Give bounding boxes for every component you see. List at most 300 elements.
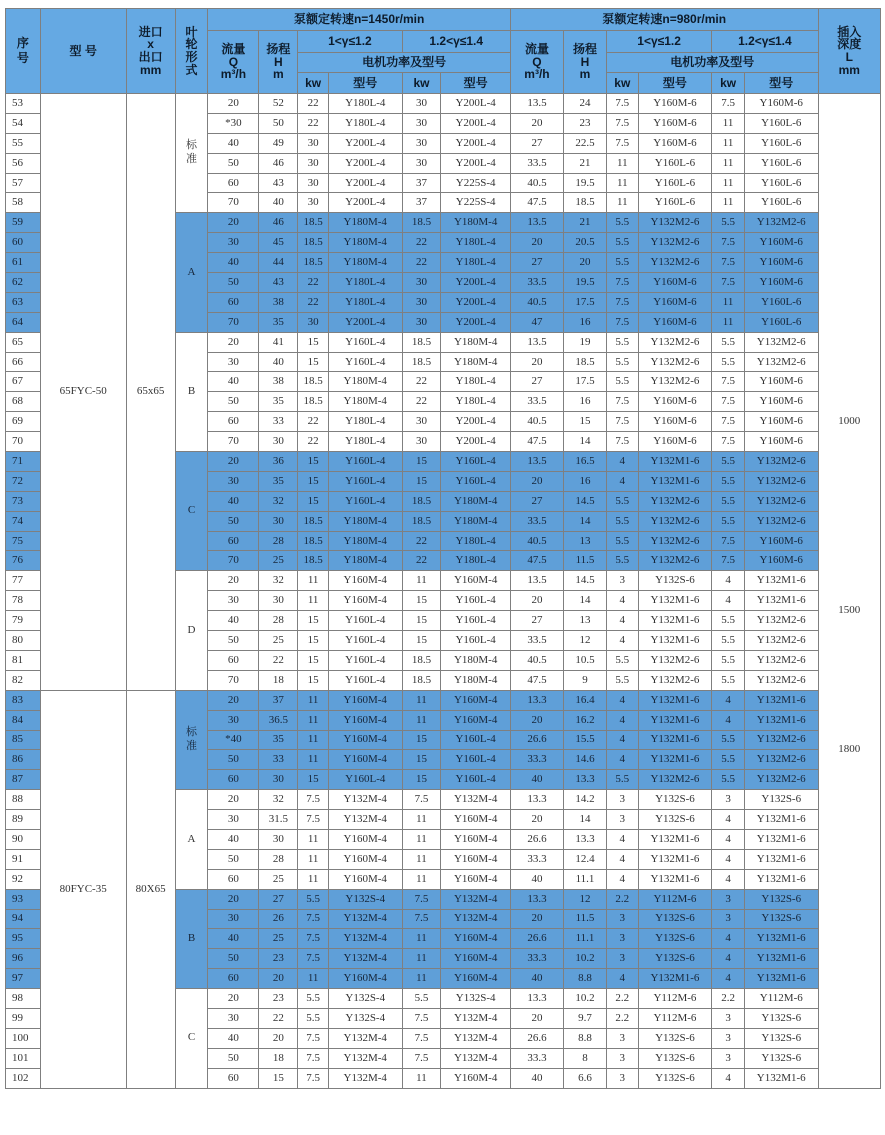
kw-g1-1450-cell: 15 (298, 631, 329, 651)
head-1450-cell: 49 (259, 133, 298, 153)
table-row (6, 94, 881, 114)
flow-980-cell: 13.5 (510, 452, 563, 472)
type-g1-1450-cell: Y160M-4 (328, 969, 402, 989)
type-g2-1450-cell: Y160L-4 (441, 591, 511, 611)
kw-g2-980-cell: 7.5 (712, 372, 745, 392)
kw-g1-1450-cell: 15 (298, 770, 329, 790)
head-1450-cell: 43 (259, 173, 298, 193)
kw-g2-980-cell: 7.5 (712, 94, 745, 114)
kw-g1-1450-cell: 11 (298, 829, 329, 849)
seq-cell: 95 (6, 929, 41, 949)
kw-header: kw (606, 73, 638, 94)
seq-cell: 99 (6, 1008, 41, 1028)
type-g2-980-cell: Y132M2-6 (744, 452, 818, 472)
flow-980-cell: 40.5 (510, 650, 563, 670)
type-header: 型号 (441, 73, 511, 94)
kw-g2-980-cell: 4 (712, 849, 745, 869)
type-g1-980-cell: Y132M2-6 (638, 491, 712, 511)
type-g2-980-cell: Y160M-6 (744, 551, 818, 571)
flow-1450-cell: 30 (208, 471, 259, 491)
head-1450-cell: 36.5 (259, 710, 298, 730)
head-980-cell: 11.1 (564, 869, 607, 889)
impeller-cell (175, 452, 208, 571)
flow-1450-cell: 30 (208, 810, 259, 830)
type-g2-980-cell: Y132M2-6 (744, 511, 818, 531)
flow-1450-cell: 20 (208, 94, 259, 114)
inlet-header (126, 9, 175, 94)
kw-g2-1450-cell: 18.5 (402, 491, 441, 511)
kw-g2-1450-cell: 30 (402, 292, 441, 312)
type-g1-980-cell: Y160M-6 (638, 432, 712, 452)
flow-1450-cell: 70 (208, 312, 259, 332)
type-g1-980-cell: Y132S-6 (638, 1028, 712, 1048)
type-g1-1450-cell: Y180L-4 (328, 94, 402, 114)
type-g1-980-cell: Y132M2-6 (638, 352, 712, 372)
head-1450-cell: 33 (259, 750, 298, 770)
type-header: 型号 (744, 73, 818, 94)
head-980-cell: 8.8 (564, 969, 607, 989)
seq-cell: 82 (6, 670, 41, 690)
head-1450-cell: 43 (259, 273, 298, 293)
kw-g2-1450-cell: 15 (402, 611, 441, 631)
kw-g1-980-cell: 4 (606, 631, 638, 651)
head-980-cell: 16 (564, 392, 607, 412)
kw-g2-1450-cell: 15 (402, 471, 441, 491)
head-1450-cell: 20 (259, 969, 298, 989)
seq-cell: 77 (6, 571, 41, 591)
impeller-label: B (187, 931, 196, 944)
type-g1-1450-cell: Y160M-4 (328, 829, 402, 849)
head-1450-cell: 32 (259, 491, 298, 511)
type-g1-980-cell: Y112M-6 (638, 889, 712, 909)
type-g1-980-cell: Y112M-6 (638, 989, 712, 1009)
kw-g2-980-cell: 7.5 (712, 432, 745, 452)
head-980-cell: 14 (564, 511, 607, 531)
type-g1-1450-cell: Y160L-4 (328, 611, 402, 631)
kw-g1-980-cell: 5.5 (606, 213, 638, 233)
flow-1450-cell: 50 (208, 849, 259, 869)
type-g1-980-cell: Y132M2-6 (638, 511, 712, 531)
kw-g2-1450-cell: 30 (402, 412, 441, 432)
type-g1-980-cell: Y132M1-6 (638, 829, 712, 849)
head-1450-cell: 25 (259, 551, 298, 571)
seq-cell: 79 (6, 611, 41, 631)
seq-cell: 81 (6, 650, 41, 670)
kw-g1-1450-cell: 15 (298, 471, 329, 491)
type-g2-980-cell: Y160M-6 (744, 233, 818, 253)
type-g2-1450-cell: Y180L-4 (441, 372, 511, 392)
flow-1450-cell: 70 (208, 670, 259, 690)
flow-980-cell: 33.3 (510, 949, 563, 969)
impeller-cell (175, 94, 208, 213)
flow-1450-cell: 60 (208, 412, 259, 432)
type-g1-980-cell: Y132S-6 (638, 929, 712, 949)
head-980-cell: 21 (564, 213, 607, 233)
flow-980-cell: 40 (510, 969, 563, 989)
kw-g1-1450-cell: 11 (298, 969, 329, 989)
speed-980-header: 泵额定转速n=980r/min (510, 9, 818, 31)
kw-g1-1450-cell: 7.5 (298, 949, 329, 969)
gamma2-980-header: 1.2<γ≤1.4 (712, 31, 818, 53)
head-980-cell: 10.2 (564, 949, 607, 969)
type-g1-980-cell: Y160L-6 (638, 173, 712, 193)
type-g2-1450-cell: Y160M-4 (441, 929, 511, 949)
head-1450-cell: 25 (259, 631, 298, 651)
kw-g1-1450-cell: 22 (298, 432, 329, 452)
kw-g1-1450-cell: 7.5 (298, 909, 329, 929)
seq-cell: 94 (6, 909, 41, 929)
type-g2-980-cell: Y132M2-6 (744, 670, 818, 690)
flow-1450-header (208, 31, 259, 94)
kw-g1-1450-cell: 30 (298, 312, 329, 332)
kw-g1-980-cell: 7.5 (606, 273, 638, 293)
seq-cell: 96 (6, 949, 41, 969)
head-1450-cell: 52 (259, 94, 298, 114)
head-980-cell: 14.5 (564, 491, 607, 511)
type-g1-1450-cell: Y180M-4 (328, 392, 402, 412)
kw-g2-980-cell: 3 (712, 1028, 745, 1048)
head-980-cell: 22.5 (564, 133, 607, 153)
kw-g1-1450-cell: 11 (298, 571, 329, 591)
flow-980-cell: 13.5 (510, 94, 563, 114)
kw-g2-1450-cell: 11 (402, 869, 441, 889)
kw-g2-1450-cell: 15 (402, 730, 441, 750)
type-g1-1450-cell: Y160M-4 (328, 710, 402, 730)
kw-g1-980-cell: 5.5 (606, 332, 638, 352)
type-g1-1450-cell: Y160L-4 (328, 452, 402, 472)
type-g1-980-cell: Y132M2-6 (638, 670, 712, 690)
type-g2-980-cell: Y132M2-6 (744, 730, 818, 750)
kw-g1-980-cell: 4 (606, 869, 638, 889)
flow-980-cell: 33.5 (510, 631, 563, 651)
kw-g2-1450-cell: 18.5 (402, 332, 441, 352)
type-g2-980-cell: Y112M-6 (744, 989, 818, 1009)
impeller-cell (175, 332, 208, 451)
type-g1-1450-cell: Y132M-4 (328, 929, 402, 949)
kw-g1-1450-cell: 5.5 (298, 989, 329, 1009)
depth-header (818, 9, 880, 94)
kw-g2-1450-cell: 11 (402, 571, 441, 591)
kw-g2-1450-cell: 30 (402, 273, 441, 293)
flow-980-cell: 47 (510, 312, 563, 332)
kw-g2-980-cell: 5.5 (712, 650, 745, 670)
type-g2-1450-cell: Y160M-4 (441, 949, 511, 969)
type-g2-980-cell: Y160M-6 (744, 94, 818, 114)
kw-g2-980-cell: 5.5 (712, 332, 745, 352)
type-g1-1450-cell: Y132M-4 (328, 1048, 402, 1068)
kw-g1-980-cell: 4 (606, 710, 638, 730)
kw-g2-980-cell: 5.5 (712, 631, 745, 651)
kw-g2-1450-cell: 7.5 (402, 1048, 441, 1068)
flow-1450-cell: 40 (208, 829, 259, 849)
type-g1-980-cell: Y132M1-6 (638, 690, 712, 710)
kw-g1-980-cell: 5.5 (606, 551, 638, 571)
type-g1-980-cell: Y132M1-6 (638, 730, 712, 750)
type-g1-1450-cell: Y160L-4 (328, 352, 402, 372)
kw-g2-1450-cell: 30 (402, 312, 441, 332)
flow-1450-cell: *40 (208, 730, 259, 750)
type-g2-1450-cell: Y160L-4 (441, 770, 511, 790)
type-g1-1450-cell: Y132M-4 (328, 909, 402, 929)
flow-980-cell: 26.6 (510, 1028, 563, 1048)
flow-1450-cell: 20 (208, 571, 259, 591)
head-1450-cell: 32 (259, 790, 298, 810)
kw-g2-1450-cell: 30 (402, 94, 441, 114)
type-g2-980-cell: Y160L-6 (744, 113, 818, 133)
kw-g2-1450-cell: 22 (402, 372, 441, 392)
flow-980-cell: 40.5 (510, 412, 563, 432)
flow-1450-cell: 40 (208, 1028, 259, 1048)
head-980-cell: 11.5 (564, 551, 607, 571)
kw-g1-980-cell: 3 (606, 949, 638, 969)
flow-980-cell: 40.5 (510, 173, 563, 193)
type-g2-1450-cell: Y132M-4 (441, 889, 511, 909)
head-980-cell: 16 (564, 312, 607, 332)
seq-cell: 74 (6, 511, 41, 531)
kw-g1-980-cell: 4 (606, 690, 638, 710)
kw-g2-1450-cell: 7.5 (402, 790, 441, 810)
type-g2-980-cell: Y132S-6 (744, 889, 818, 909)
type-g1-1450-cell: Y180L-4 (328, 273, 402, 293)
flow-980-cell: 20 (510, 810, 563, 830)
type-g1-1450-cell: Y180M-4 (328, 372, 402, 392)
head-1450-cell: 20 (259, 1028, 298, 1048)
kw-header: kw (402, 73, 441, 94)
motor-1450-header: 电机功率及型号 (298, 53, 511, 73)
flow-980-cell: 20 (510, 471, 563, 491)
kw-g2-980-cell: 4 (712, 591, 745, 611)
flow-1450-cell: 50 (208, 153, 259, 173)
type-g1-1450-cell: Y132S-4 (328, 889, 402, 909)
kw-g2-1450-cell: 7.5 (402, 909, 441, 929)
type-g1-1450-cell: Y160L-4 (328, 471, 402, 491)
flow-1450-cell: 60 (208, 292, 259, 312)
type-g2-1450-cell: Y180M-4 (441, 332, 511, 352)
type-g2-980-cell: Y132S-6 (744, 1028, 818, 1048)
kw-g2-980-cell: 5.5 (712, 670, 745, 690)
head-1450-cell: 35 (259, 730, 298, 750)
flow-980-cell: 27 (510, 372, 563, 392)
flow-980-cell: 13.5 (510, 213, 563, 233)
head-1450-cell: 46 (259, 153, 298, 173)
kw-g2-980-cell: 11 (712, 133, 745, 153)
type-g2-1450-cell: Y180L-4 (441, 392, 511, 412)
flow-1450-cell: 30 (208, 710, 259, 730)
kw-g1-980-cell: 2.2 (606, 1008, 638, 1028)
flow-980-cell: 27 (510, 253, 563, 273)
type-g2-1450-cell: Y132M-4 (441, 909, 511, 929)
kw-g2-1450-cell: 18.5 (402, 213, 441, 233)
kw-g1-1450-cell: 11 (298, 591, 329, 611)
kw-g1-980-cell: 5.5 (606, 531, 638, 551)
kw-g1-980-cell: 3 (606, 1048, 638, 1068)
kw-g1-1450-cell: 22 (298, 292, 329, 312)
head-1450-cell: 28 (259, 531, 298, 551)
flow-980-cell: 27 (510, 611, 563, 631)
kw-g2-980-cell: 3 (712, 1048, 745, 1068)
head-980-cell: 10.2 (564, 989, 607, 1009)
head-980-cell: 9.7 (564, 1008, 607, 1028)
kw-g1-980-cell: 11 (606, 173, 638, 193)
kw-g2-980-cell: 5.5 (712, 730, 745, 750)
kw-g2-1450-cell: 18.5 (402, 650, 441, 670)
flow-1450-cell: 50 (208, 392, 259, 412)
kw-g2-980-cell: 4 (712, 829, 745, 849)
seq-cell: 72 (6, 471, 41, 491)
kw-g1-980-cell: 4 (606, 829, 638, 849)
kw-g1-1450-cell: 7.5 (298, 929, 329, 949)
type-g2-980-cell: Y160M-6 (744, 392, 818, 412)
flow-1450-cell: 70 (208, 193, 259, 213)
head-1450-cell: 28 (259, 849, 298, 869)
type-g1-1450-cell: Y180M-4 (328, 511, 402, 531)
type-g1-1450-cell: Y160M-4 (328, 869, 402, 889)
kw-g1-1450-cell: 22 (298, 273, 329, 293)
type-g1-1450-cell: Y180M-4 (328, 531, 402, 551)
type-g1-980-cell: Y132M2-6 (638, 213, 712, 233)
seq-cell: 89 (6, 810, 41, 830)
flow-980-cell: 47.5 (510, 193, 563, 213)
kw-g2-980-cell: 4 (712, 690, 745, 710)
type-g2-980-cell: Y160M-6 (744, 372, 818, 392)
kw-g2-980-cell: 5.5 (712, 511, 745, 531)
flow-1450-cell: 20 (208, 332, 259, 352)
head-980-cell: 11.5 (564, 909, 607, 929)
type-g2-1450-cell: Y180L-4 (441, 233, 511, 253)
head-1450-header (259, 31, 298, 94)
kw-g1-1450-cell: 15 (298, 491, 329, 511)
kw-g2-980-cell: 3 (712, 889, 745, 909)
depth-cell (818, 790, 880, 1088)
kw-g1-1450-cell: 11 (298, 849, 329, 869)
flow-980-cell: 26.6 (510, 929, 563, 949)
kw-g2-1450-cell: 22 (402, 233, 441, 253)
flow-980-cell: 40 (510, 869, 563, 889)
head-1450-cell: 30 (259, 591, 298, 611)
kw-g1-1450-cell: 11 (298, 730, 329, 750)
flow-1450-cell: 40 (208, 133, 259, 153)
seq-header-text: 序 号 (16, 36, 29, 65)
kw-g1-980-cell: 2.2 (606, 889, 638, 909)
type-g2-980-cell: Y132M2-6 (744, 352, 818, 372)
kw-g1-980-cell: 5.5 (606, 352, 638, 372)
type-g1-980-cell: Y132S-6 (638, 949, 712, 969)
kw-g2-1450-cell: 5.5 (402, 989, 441, 1009)
kw-g1-1450-cell: 18.5 (298, 531, 329, 551)
flow-980-cell: 26.6 (510, 829, 563, 849)
kw-g1-980-cell: 3 (606, 810, 638, 830)
type-g2-980-cell: Y132M1-6 (744, 571, 818, 591)
flow-980-cell: 20 (510, 352, 563, 372)
kw-g1-1450-cell: 30 (298, 173, 329, 193)
kw-g1-980-cell: 4 (606, 969, 638, 989)
flow-980-cell: 33.3 (510, 1048, 563, 1068)
head-1450-cell: 23 (259, 989, 298, 1009)
kw-g1-980-cell: 5.5 (606, 372, 638, 392)
kw-g1-980-cell: 5.5 (606, 511, 638, 531)
flow-980-cell: 20 (510, 113, 563, 133)
kw-g2-1450-cell: 11 (402, 1068, 441, 1088)
type-g2-1450-cell: Y180M-4 (441, 650, 511, 670)
head-1450-cell: 22 (259, 1008, 298, 1028)
type-g2-1450-cell: Y160M-4 (441, 690, 511, 710)
type-g2-980-cell: Y160M-6 (744, 253, 818, 273)
model-cell: 80FYC-35 (40, 690, 126, 1088)
seq-cell: 54 (6, 113, 41, 133)
seq-cell: 57 (6, 173, 41, 193)
type-g1-1450-cell: Y180M-4 (328, 551, 402, 571)
flow-980-cell: 13.3 (510, 790, 563, 810)
seq-cell: 65 (6, 332, 41, 352)
kw-g1-1450-cell: 30 (298, 133, 329, 153)
kw-g1-980-cell: 11 (606, 153, 638, 173)
model-cell: 65FYC-50 (40, 94, 126, 691)
kw-g2-1450-cell: 11 (402, 929, 441, 949)
seq-cell: 91 (6, 849, 41, 869)
seq-cell: 78 (6, 591, 41, 611)
table-row (6, 690, 881, 710)
kw-g1-1450-cell: 18.5 (298, 213, 329, 233)
type-g1-980-cell: Y132S-6 (638, 1048, 712, 1068)
flow-980-cell: 33.5 (510, 273, 563, 293)
head-980-cell: 6.6 (564, 1068, 607, 1088)
type-g1-1450-cell: Y132M-4 (328, 810, 402, 830)
type-g2-1450-cell: Y200L-4 (441, 412, 511, 432)
head-980-cell: 16.5 (564, 452, 607, 472)
type-g2-1450-cell: Y132S-4 (441, 989, 511, 1009)
head-980-cell: 8 (564, 1048, 607, 1068)
type-g2-1450-cell: Y180M-4 (441, 491, 511, 511)
type-g2-1450-cell: Y200L-4 (441, 273, 511, 293)
type-g1-980-cell: Y160M-6 (638, 312, 712, 332)
flow-980-cell: 27 (510, 133, 563, 153)
kw-g2-1450-cell: 15 (402, 631, 441, 651)
kw-g2-1450-cell: 37 (402, 193, 441, 213)
type-g1-980-cell: Y132M2-6 (638, 650, 712, 670)
type-g2-980-cell: Y132S-6 (744, 909, 818, 929)
type-g2-980-cell: Y160L-6 (744, 173, 818, 193)
depth-cell: 1800 (818, 710, 880, 790)
head-980-cell: 11.1 (564, 929, 607, 949)
flow-1450-cell: 30 (208, 909, 259, 929)
head-1450-cell: 35 (259, 392, 298, 412)
kw-g2-980-cell: 7.5 (712, 531, 745, 551)
flow-980-cell: 47.5 (510, 551, 563, 571)
kw-g1-980-cell: 2.2 (606, 989, 638, 1009)
head-980-cell: 19.5 (564, 273, 607, 293)
kw-g1-980-cell: 4 (606, 452, 638, 472)
type-g1-1450-cell: Y160M-4 (328, 690, 402, 710)
impeller-label: 标 准 (186, 726, 198, 752)
head-980-cell: 19 (564, 332, 607, 352)
kw-g1-980-cell: 7.5 (606, 292, 638, 312)
flow-980-cell: 33.3 (510, 750, 563, 770)
type-g1-980-cell: Y160M-6 (638, 273, 712, 293)
kw-g2-980-cell: 7.5 (712, 392, 745, 412)
pump-spec-table (5, 8, 881, 1089)
type-g2-980-cell: Y132M1-6 (744, 929, 818, 949)
flow-1450-cell: 60 (208, 173, 259, 193)
head-980-cell: 14 (564, 432, 607, 452)
flow-1450-cell: 20 (208, 452, 259, 472)
type-g2-980-cell: Y132S-6 (744, 1008, 818, 1028)
flow-980-cell: 33.5 (510, 392, 563, 412)
seq-cell: 55 (6, 133, 41, 153)
head-1450-cell: 40 (259, 193, 298, 213)
type-g1-1450-cell: Y180M-4 (328, 233, 402, 253)
kw-g1-980-cell: 3 (606, 909, 638, 929)
type-g2-980-cell: Y132M2-6 (744, 611, 818, 631)
